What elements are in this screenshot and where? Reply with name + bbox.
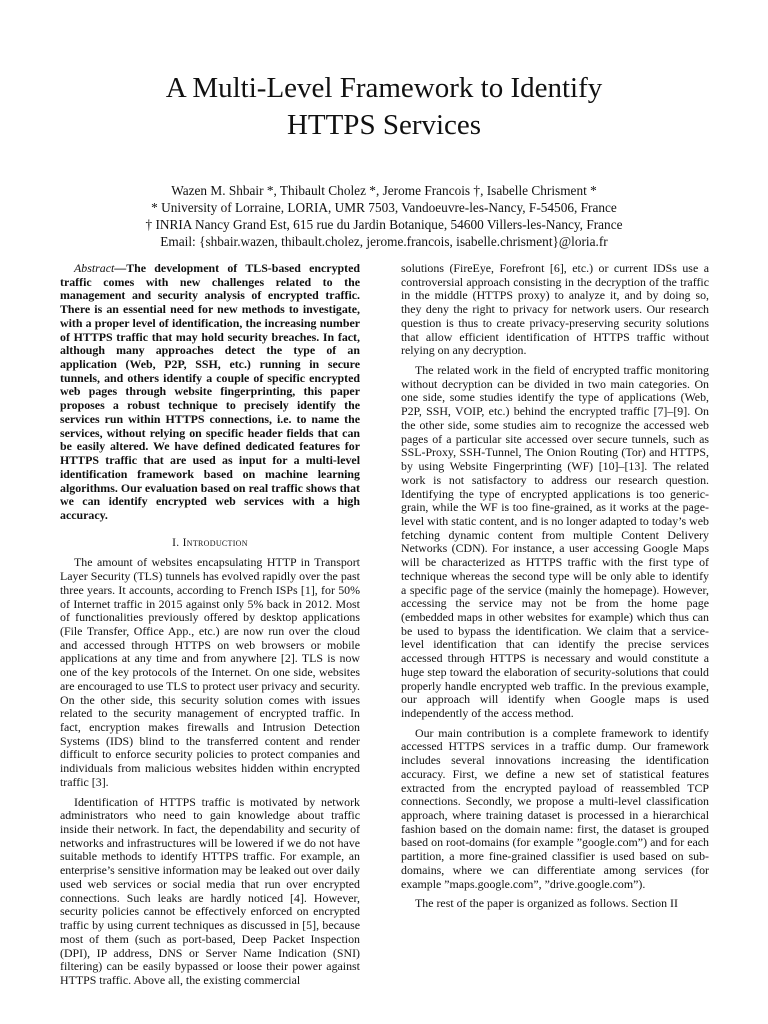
paper-title (0, 70, 768, 144)
right-paragraph-4: The rest of the paper is organized as follows. Section II (415, 896, 678, 911)
left-paragraph-1: The amount of websites encapsulating HTTP in Transport Layer Security (TLS) tunnels has evolved rapidly over the past three years. It accounts, according to French ISPs [1], for 50% of Internet traffic in 2015 against only 5% back in 2012. Most of functionalities previously offered by desktop applications (File Transfer, Office App., etc.) are now run over the cloud and accessed through HTTPS on web browsers or mobile applications at any time and from anywhere [2]. TLS is now one of the key protocols of the Internet. On one side, websites are encouraged to use TLS to protect user privacy and security. On the other side, this security solution comes with issues related to the security management of encrypted traffic. In fact, encryption makes firewalls and Intrusion Detection Systems (IDS) blind to the transferred content and render difficult to enforce security policies to protect companies and individuals from malicious websites hidden within encrypted traffic [3]. (60, 555, 360, 789)
author-email: Email: {shbair.wazen, thibault.cholez, jerome.francois, isabelle.chrisment}@loria.fr (160, 234, 608, 249)
right-paragraph-2: The related work in the field of encrypted traffic monitoring without decryption can be divided in two main categories. On one side, some studies identify the type of applications (Web, P2P, SSH, VOIP, etc.) behind the encrypted traffic [7]–[9]. On the other side, some studies aim to recognize the accessed web pages of a particular site accessed over secure tunnels, such as SSL-Proxy, SSH-Tunnel, The Onion Routing (Tor) and HTTPS, by using Website Fingerprinting (WF) [10]–[13]. The related work is not satisfactory to address our research question. Identifying the type of encrypted applications is too generic-grain, while the WF is too fine-grained, as it works at the page-level with static content, and is no longer adapted to today’s web fetching dynamic content from multiple Content Delivery Networks (CDN). For instance, a user accessing Google Maps will be characterized as HTTPS traffic with the first type of technique whereas the second type will be only able to identify a specific page of the service (mainly the homepage). However, accessing the service may not be from the home page (embedded maps in other websites for example) which thus can be used to bypass the identification. We claim that a service-level identification that can identify the precise services accessed through HTTPS is necessary and would constitute a huge step toward the elaboration of security-solutions that could properly handle encrypted web traffic. In the previous example, our approach will identify when Google maps is used independently of the access method. (401, 363, 709, 720)
author-names: Wazen M. Shbair *, Thibault Cholez *, Jerome Francois †, Isabelle Chrisment * (171, 183, 597, 198)
left-column (60, 262, 360, 988)
right-paragraph-1: solutions (FireEye, Forefront [6], etc.) or current IDSs use a controversial approach consisting in the decryption of the traffic in the middle (HTTPS proxy) to analyze it, and by doing so, they deny the right to privacy for network users. Our research question is thus to create privacy-preserving security solutions that allow efficient identification of HTTPS traffic without relying on any decryption. (401, 261, 709, 358)
author-block (0, 182, 768, 250)
affiliation-2: † INRIA Nancy Grand Est, 615 rue du Jardin Botanique, 54600 Villers-les-Nancy, France (145, 217, 623, 232)
abstract-text: —The development of TLS-based encrypted traffic comes with new challenges related to the management and security analysis of encrypted traffic. There is an essential need for new methods to investigate, with a proper level of identification, the increasing number of HTTPS traffic that may hold security breaches. In fact, although many approaches detect the type of an application (Web, P2P, SSH, etc.) running in secure tunnels, and others identify a couple of specific encrypted web pages through website fingerprinting, this paper proposes a robust technique to precisely identify the services run within HTTPS connections, i.e. to name the services, without relying on specific header fields that can be easily altered. We have defined dedicated features for HTTPS traffic that are used as input for a multi-level identification framework based on machine learning algorithms. Our evaluation based on real traffic shows that we can identify encrypted web services with a high accuracy. (60, 261, 360, 522)
left-paragraph-2: Identification of HTTPS traffic is motivated by network administrators who need to gain knowledge about traffic inside their network. In fact, the dependability and security of networks and infrastructures will be lowered if we do not have suitable methods to identify HTTPS traffic. For example, an enterprise’s sensitive information may be leaked out over daily used web services or social media that run over encrypted connections. Such leaks are hardly noticed [4]. However, security policies cannot be effectively enforced on encrypted traffic by using current techniques as discussed in [5], because most of them (such as port-based, Deep Packet Inspection (DPI), IP address, DNS or Server Name Indication (SNI) filtering) can be easily bypassed or loose their power against HTTPS traffic. Above all, the existing commercial (60, 794, 360, 987)
right-column (401, 262, 709, 911)
title-line-2: HTTPS Services (286, 109, 482, 141)
abstract (60, 262, 360, 523)
affiliation-1: * University of Lorraine, LORIA, UMR 7503, Vandoeuvre-les-Nancy, F-54506, France (151, 200, 617, 215)
section-heading-introduction: I. Introduction (172, 536, 248, 549)
abstract-label: Abstract (74, 261, 115, 275)
right-paragraph-3: Our main contribution is a complete framework to identify accessed HTTPS services in a traffic dump. Our framework includes several innovations increasing the identification accuracy. First, we define a new set of statistical features extracted from the encrypted payload of reassembled TCP connections. Secondly, we propose a multi-level classification approach, where training dataset is processed in a hierarchical fashion based on the domain name: first, the dataset is grouped based on root-domains (for example ”google.com”) and for each partition, a more fine-grained classifier is used based on sub-domains, where we can differentiate among services (for example ”maps.google.com”, ”drive.google.com”). (401, 725, 709, 891)
title-line-1: A Multi-Level Framework to Identify (165, 72, 603, 104)
